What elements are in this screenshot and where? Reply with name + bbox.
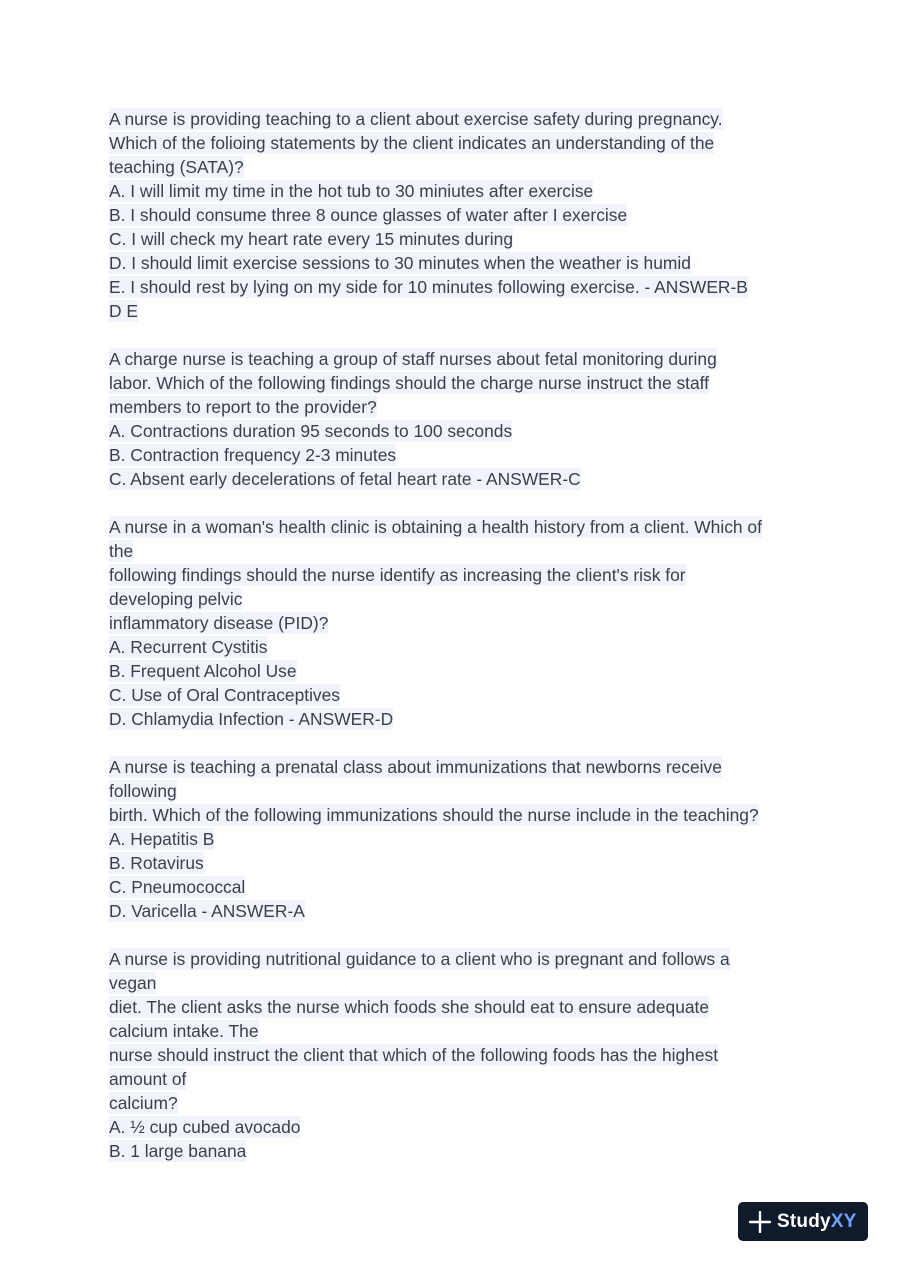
question-line: labor. Which of the following findings should the charge nurse instruct the staff: [109, 373, 710, 393]
plus-icon: [749, 1211, 771, 1233]
question-line: nurse should instruct the client that which of the following foods has the highest: [109, 1045, 719, 1065]
answer-option: D. Chlamydia Infection - ANSWER-D: [109, 709, 394, 729]
answer-option: A. Contractions duration 95 seconds to 100 seconds: [109, 421, 513, 441]
answer-option: C. I will check my heart rate every 15 minutes during: [109, 229, 514, 249]
question-line: A nurse is providing teaching to a client about exercise safety during pregnancy.: [109, 109, 723, 129]
question-line: vegan: [109, 973, 157, 993]
question-line: members to report to the provider?: [109, 397, 377, 417]
answer-option: E. I should rest by lying on my side for 10 minutes following exercise. - ANSWER-B: [109, 277, 748, 297]
answer-option: B. Frequent Alcohol Use: [109, 661, 297, 681]
question-block: [109, 755, 829, 923]
answer-option: A. Hepatitis B: [109, 829, 215, 849]
answer-option: B. 1 large banana: [109, 1141, 247, 1161]
question-line: diet. The client asks the nurse which foods she should eat to ensure adequate: [109, 997, 710, 1017]
question-line: A nurse is teaching a prenatal class about immunizations that newborns receive: [109, 757, 722, 777]
question-block: [109, 947, 829, 1163]
answer-option: C. Pneumococcal: [109, 877, 246, 897]
answer-option: A. Recurrent Cystitis: [109, 637, 268, 657]
question-line: birth. Which of the following immunizations should the nurse include in the teaching?: [109, 805, 759, 825]
logo-wordmark: [777, 1211, 857, 1233]
answer-option: B. I should consume three 8 ounce glasses of water after I exercise: [109, 205, 628, 225]
logo-text-study: Study: [777, 1210, 831, 1232]
question-line: A nurse in a woman's health clinic is obtaining a health history from a client. Which of: [109, 517, 762, 537]
question-line: amount of: [109, 1069, 187, 1089]
studyxy-logo: [738, 1202, 868, 1241]
question-line: developing pelvic: [109, 589, 243, 609]
answer-option: C. Use of Oral Contraceptives: [109, 685, 340, 705]
question-line: A nurse is providing nutritional guidance to a client who is pregnant and follows a: [109, 949, 730, 969]
question-line: teaching (SATA)?: [109, 157, 244, 177]
question-block: [109, 107, 829, 323]
question-block: [109, 347, 829, 491]
question-line: calcium intake. The: [109, 1021, 259, 1041]
answer-option: C. Absent early decelerations of fetal heart rate - ANSWER-C: [109, 469, 581, 489]
answer-key: D E: [109, 301, 138, 321]
question-line: Which of the folioing statements by the client indicates an understanding of the: [109, 133, 715, 153]
question-line: A charge nurse is teaching a group of staff nurses about fetal monitoring during: [109, 349, 717, 369]
question-line: inflammatory disease (PID)?: [109, 613, 329, 633]
question-line: following: [109, 781, 177, 801]
answer-option: D. Varicella - ANSWER-A: [109, 901, 305, 921]
question-block: [109, 515, 829, 731]
question-line: the: [109, 541, 134, 561]
logo-text-xy: XY: [830, 1210, 857, 1232]
document-page: [109, 107, 829, 1187]
answer-option: D. I should limit exercise sessions to 30 minutes when the weather is humid: [109, 253, 691, 273]
answer-option: A. I will limit my time in the hot tub to 30 miniutes after exercise: [109, 181, 594, 201]
question-line: calcium?: [109, 1093, 178, 1113]
question-line: following findings should the nurse identify as increasing the client's risk for: [109, 565, 686, 585]
answer-option: A. ½ cup cubed avocado: [109, 1117, 301, 1137]
answer-option: B. Contraction frequency 2-3 minutes: [109, 445, 397, 465]
answer-option: B. Rotavirus: [109, 853, 204, 873]
